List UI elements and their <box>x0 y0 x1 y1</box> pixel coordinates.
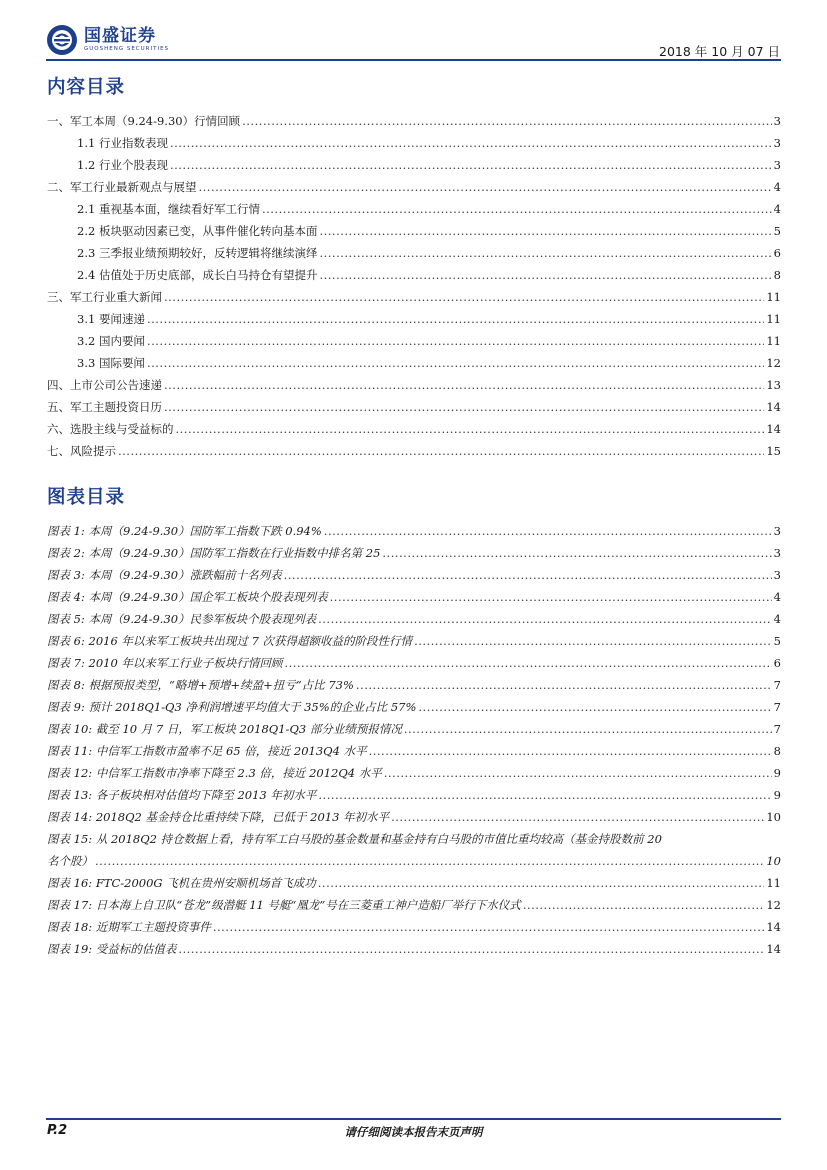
figure-item-wrapped-line1: 图表 15: 从 2018Q2 持仓数据上看，持有军工白马股的基金数量和基金持有白马股的市值比重均较高（基金持股数前 20 <box>47 832 662 846</box>
toc-item[interactable]: 1.1 行业指数表现 ..... 3 <box>47 132 781 154</box>
figures-title: 图表目录 <box>47 487 126 508</box>
figure-item[interactable]: 图表 18: 近期军工主题投资事件 ..... 14 <box>47 916 781 938</box>
logo-icon <box>46 24 78 56</box>
figure-item-wrapped-line2: 名个股） ..... 10 <box>47 850 781 872</box>
toc-item[interactable]: 2.2 板块驱动因素已变，从事件催化转向基本面 ..... 5 <box>47 220 781 242</box>
page-header <box>0 0 827 62</box>
figure-item[interactable]: 图表 8: 根据预报类型，“略增+预增+续盈+扭亏”占比 73% ..... 7 <box>47 674 781 696</box>
figure-item[interactable]: 图表 3: 本周（9.24-9.30）涨跌幅前十名列表 ..... 3 <box>47 564 781 586</box>
figure-item[interactable]: 图表 9: 预计 2018Q1-Q3 净利润增速平均值大于 35%的企业占比 57% ..... 7 <box>47 696 781 718</box>
figure-item[interactable]: 图表 19: 受益标的估值表 ..... 14 <box>47 938 781 960</box>
toc-item[interactable]: 五、军工主题投资日历 ..... 14 <box>47 396 781 418</box>
toc-item[interactable]: 2.3 三季报业绩预期较好，反转逻辑将继续演绎 ..... 6 <box>47 242 781 264</box>
logo-name-cn: 国盛证券 <box>84 26 156 46</box>
figure-item[interactable]: 图表 12: 中信军工指数市净率下降至 2.3 倍，接近 2012Q4 水平 ..... 9 <box>47 762 781 784</box>
figure-item[interactable]: 图表 14: 2018Q2 基金持仓比重持续下降，已低于 2013 年初水平 ..... 10 <box>47 806 781 828</box>
logo-name-en: GUOSHENG SECURITIES <box>84 46 170 52</box>
toc-item[interactable]: 2.1 重视基本面，继续看好军工行情 ..... 4 <box>47 198 781 220</box>
toc-item[interactable]: 3.1 要闻速递 ..... 11 <box>47 308 781 330</box>
company-logo <box>46 24 169 56</box>
figure-item[interactable]: 图表 11: 中信军工指数市盈率不足 65 倍，接近 2013Q4 水平 ..... 8 <box>47 740 781 762</box>
figure-item[interactable]: 图表 10: 截至 10 月 7 日，军工板块 2018Q1-Q3 部分业绩预报情况 ..... 7 <box>47 718 781 740</box>
figure-item[interactable]: 图表 17: 日本海上自卫队“苍龙”级潜艇 11 号艇“凰龙”号在三菱重工神户造船厂举行下水仪式 ..... 12 <box>47 894 781 916</box>
toc-item[interactable]: 三、军工行业重大新闻 ..... 11 <box>47 286 781 308</box>
figure-item-wrapped[interactable] <box>47 828 781 872</box>
page-number: P.2 <box>47 1123 68 1138</box>
footer-divider <box>46 1118 781 1120</box>
toc-item[interactable]: 六、选股主线与受益标的 ..... 14 <box>47 418 781 440</box>
toc-item[interactable]: 七、风险提示 ..... 15 <box>47 440 781 462</box>
figure-item[interactable]: 图表 4: 本周（9.24-9.30）国企军工板块个股表现列表 ..... 4 <box>47 586 781 608</box>
toc-item[interactable]: 四、上市公司公告速递 ..... 13 <box>47 374 781 396</box>
figure-item[interactable]: 图表 2: 本周（9.24-9.30）国防军工指数在行业指数中排名第 25 ..... 3 <box>47 542 781 564</box>
figure-item[interactable]: 图表 6: 2016 年以来军工板块共出现过 7 次获得超额收益的阶段性行情 ..... 5 <box>47 630 781 652</box>
disclaimer-note: 请仔细阅读本报告末页声明 <box>344 1125 483 1139</box>
toc-item[interactable]: 3.3 国际要闻 ..... 12 <box>47 352 781 374</box>
toc-title: 内容目录 <box>47 77 126 98</box>
toc-item[interactable]: 一、军工本周（9.24-9.30）行情回顾 ..... 3 <box>47 110 781 132</box>
header-divider <box>46 59 781 61</box>
figure-item[interactable]: 图表 5: 本周（9.24-9.30）民参军板块个股表现列表 ..... 4 <box>47 608 781 630</box>
report-date: 2018 年 10 月 07 日 <box>659 44 780 59</box>
toc-item[interactable]: 2.4 估值处于历史底部，成长白马持仓有望提升 ..... 8 <box>47 264 781 286</box>
toc-item[interactable]: 3.2 国内要闻 ..... 11 <box>47 330 781 352</box>
figure-item[interactable]: 图表 1: 本周（9.24-9.30）国防军工指数下跌 0.94% ..... 3 <box>47 520 781 542</box>
figure-item[interactable]: 图表 16: FTC-2000G 飞机在贵州安顺机场首飞成功 ..... 11 <box>47 872 781 894</box>
figure-item[interactable]: 图表 13: 各子板块相对估值均下降至 2013 年初水平 ..... 9 <box>47 784 781 806</box>
figures-list <box>47 520 781 960</box>
toc-item[interactable]: 1.2 行业个股表现 ..... 3 <box>47 154 781 176</box>
toc-list <box>47 110 781 462</box>
toc-item[interactable]: 二、军工行业最新观点与展望 ..... 4 <box>47 176 781 198</box>
figure-item[interactable]: 图表 7: 2010 年以来军工行业子板块行情回顾 ..... 6 <box>47 652 781 674</box>
